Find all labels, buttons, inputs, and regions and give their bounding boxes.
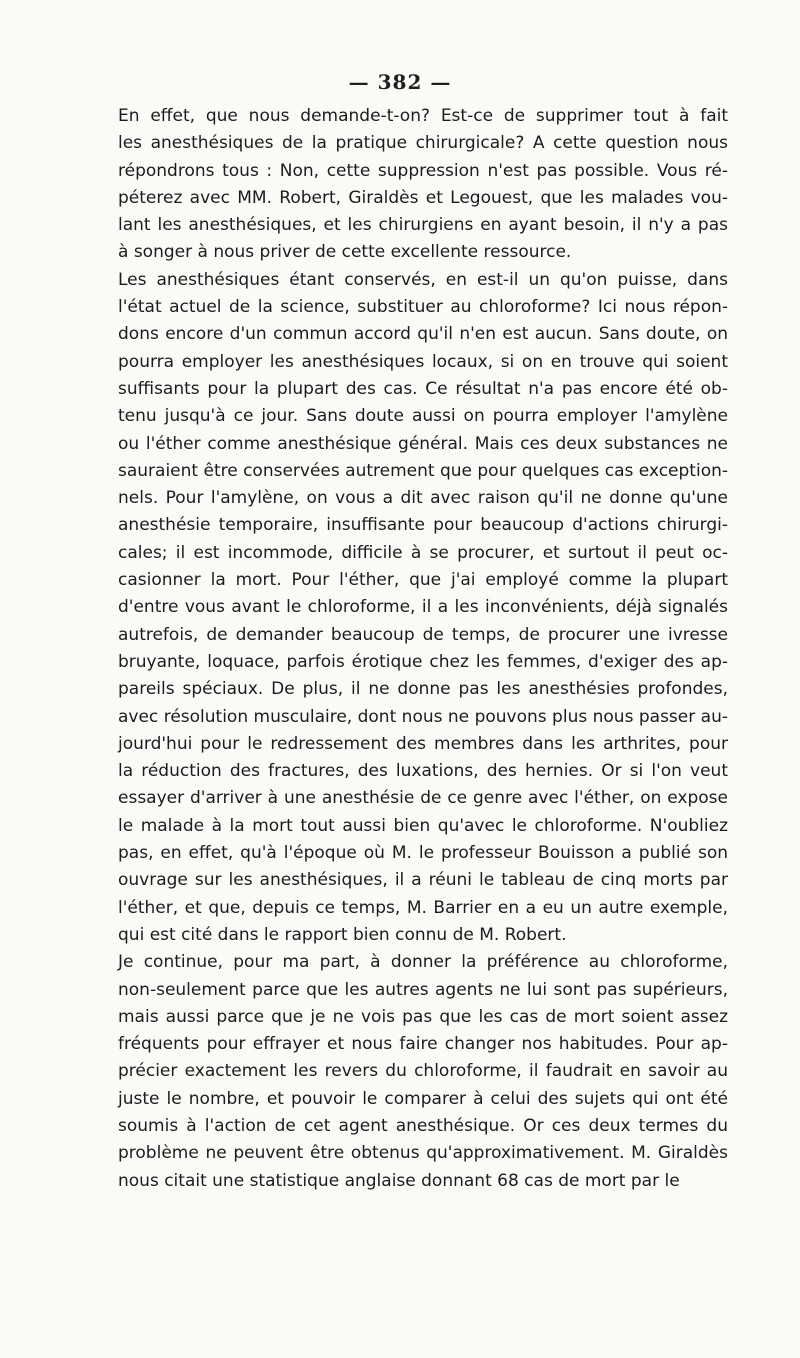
text-line: jourd'hui pour le redressement des membres dans les arthrites, pour: [118, 733, 728, 754]
text-line: juste le nombre, et pouvoir le comparer à celui des sujets qui ont été: [118, 1088, 728, 1109]
text-line: l'éther, et que, depuis ce temps, M. Barrier en a eu un autre exemple,: [118, 897, 728, 918]
text-line: ou l'éther comme anesthésique général. Mais ces deux substances ne: [118, 433, 728, 454]
text-line: dons encore d'un commun accord qu'il n'en est aucun. Sans doute, on: [118, 324, 728, 345]
paragraph: [118, 103, 728, 267]
text-line: sauraient être conservées autrement que pour quelques cas exception-: [118, 460, 729, 481]
text-line: d'entre vous avant le chloroforme, il a les inconvénients, déjà signalés: [118, 597, 728, 618]
text-line: Les anesthésiques étant conservés, en est-il un qu'on puisse, dans: [118, 269, 728, 290]
text-line: qui est cité dans le rapport bien connu de M. Robert.: [118, 924, 567, 945]
text-line: précier exactement les revers du chloroforme, il faudrait en savoir au: [118, 1061, 728, 1082]
text-line: essayer d'arriver à une anesthésie de ce genre avec l'éther, on expose: [118, 788, 728, 809]
text-line: pourra employer les anesthésiques locaux, si on en trouve qui soient: [118, 351, 728, 372]
text-line: le malade à la mort tout aussi bien qu'avec le chloroforme. N'oubliez: [118, 815, 728, 836]
text-line: lant les anesthésiques, et les chirurgiens en ayant besoin, il n'y a pas: [118, 215, 728, 236]
text-line: pas, en effet, qu'à l'époque où M. le professeur Bouisson a publié son: [118, 843, 728, 864]
text-line: à songer à nous priver de cette excellente ressource.: [118, 242, 572, 263]
text-line: autrefois, de demander beaucoup de temps, de procurer une ivresse: [118, 624, 728, 645]
text-line: ouvrage sur les anesthésiques, il a réuni le tableau de cinq morts par: [118, 870, 728, 891]
text-line: tenu jusqu'à ce jour. Sans doute aussi on pourra employer l'amylène: [118, 406, 728, 427]
text-line: casionner la mort. Pour l'éther, que j'ai employé comme la plupart: [118, 570, 728, 591]
text-line: nels. Pour l'amylène, on vous a dit avec raison qu'il ne donne qu'une: [118, 488, 728, 509]
text-line: problème ne peuvent être obtenus qu'approximativement. M. Giraldès: [118, 1143, 728, 1164]
body-text: [118, 103, 728, 1195]
text-line: mais aussi parce que je ne vois pas que les cas de mort soient assez: [118, 1006, 728, 1027]
paragraph: [118, 267, 728, 949]
text-line: soumis à l'action de cet agent anesthésique. Or ces deux termes du: [118, 1115, 728, 1136]
text-line: l'état actuel de la science, substituer au chloroforme? Ici nous répon-: [118, 297, 728, 318]
text-line: les anesthésiques de la pratique chirurgicale? A cette question nous: [118, 133, 728, 154]
paragraph: [118, 949, 728, 1195]
text-line: non-seulement parce que les autres agents ne lui sont pas supérieurs,: [118, 979, 728, 1000]
text-line: nous citait une statistique anglaise donnant 68 cas de mort par le: [118, 1170, 680, 1191]
text-line: répondrons tous : Non, cette suppression n'est pas possible. Vous ré-: [118, 160, 728, 181]
text-line: anesthésie temporaire, insuffisante pour beaucoup d'actions chirurgi-: [118, 515, 728, 536]
text-line: fréquents pour effrayer et nous faire changer nos habitudes. Pour ap-: [118, 1034, 728, 1055]
text-line: péterez avec MM. Robert, Giraldès et Legouest, que les malades vou-: [118, 187, 728, 208]
text-line: bruyante, loquace, parfois érotique chez les femmes, d'exiger des ap-: [118, 651, 728, 672]
page-number: — 382 —: [348, 70, 452, 94]
text-line: avec résolution musculaire, dont nous ne pouvons plus nous passer au-: [118, 706, 728, 727]
text-line: cales; il est incommode, difficile à se procurer, et surtout il peut oc-: [118, 542, 728, 563]
text-line: En effet, que nous demande-t-on? Est-ce de supprimer tout à fait: [118, 106, 728, 126]
text-line: la réduction des fractures, des luxations, des hernies. Or si l'on veut: [118, 761, 728, 782]
text-line: pareils spéciaux. De plus, il ne donne pas les anesthésies profondes,: [118, 679, 728, 700]
text-line: Je continue, pour ma part, à donner la préférence au chloroforme,: [118, 952, 728, 973]
text-line: suffisants pour la plupart des cas. Ce résultat n'a pas encore été ob-: [118, 378, 728, 399]
